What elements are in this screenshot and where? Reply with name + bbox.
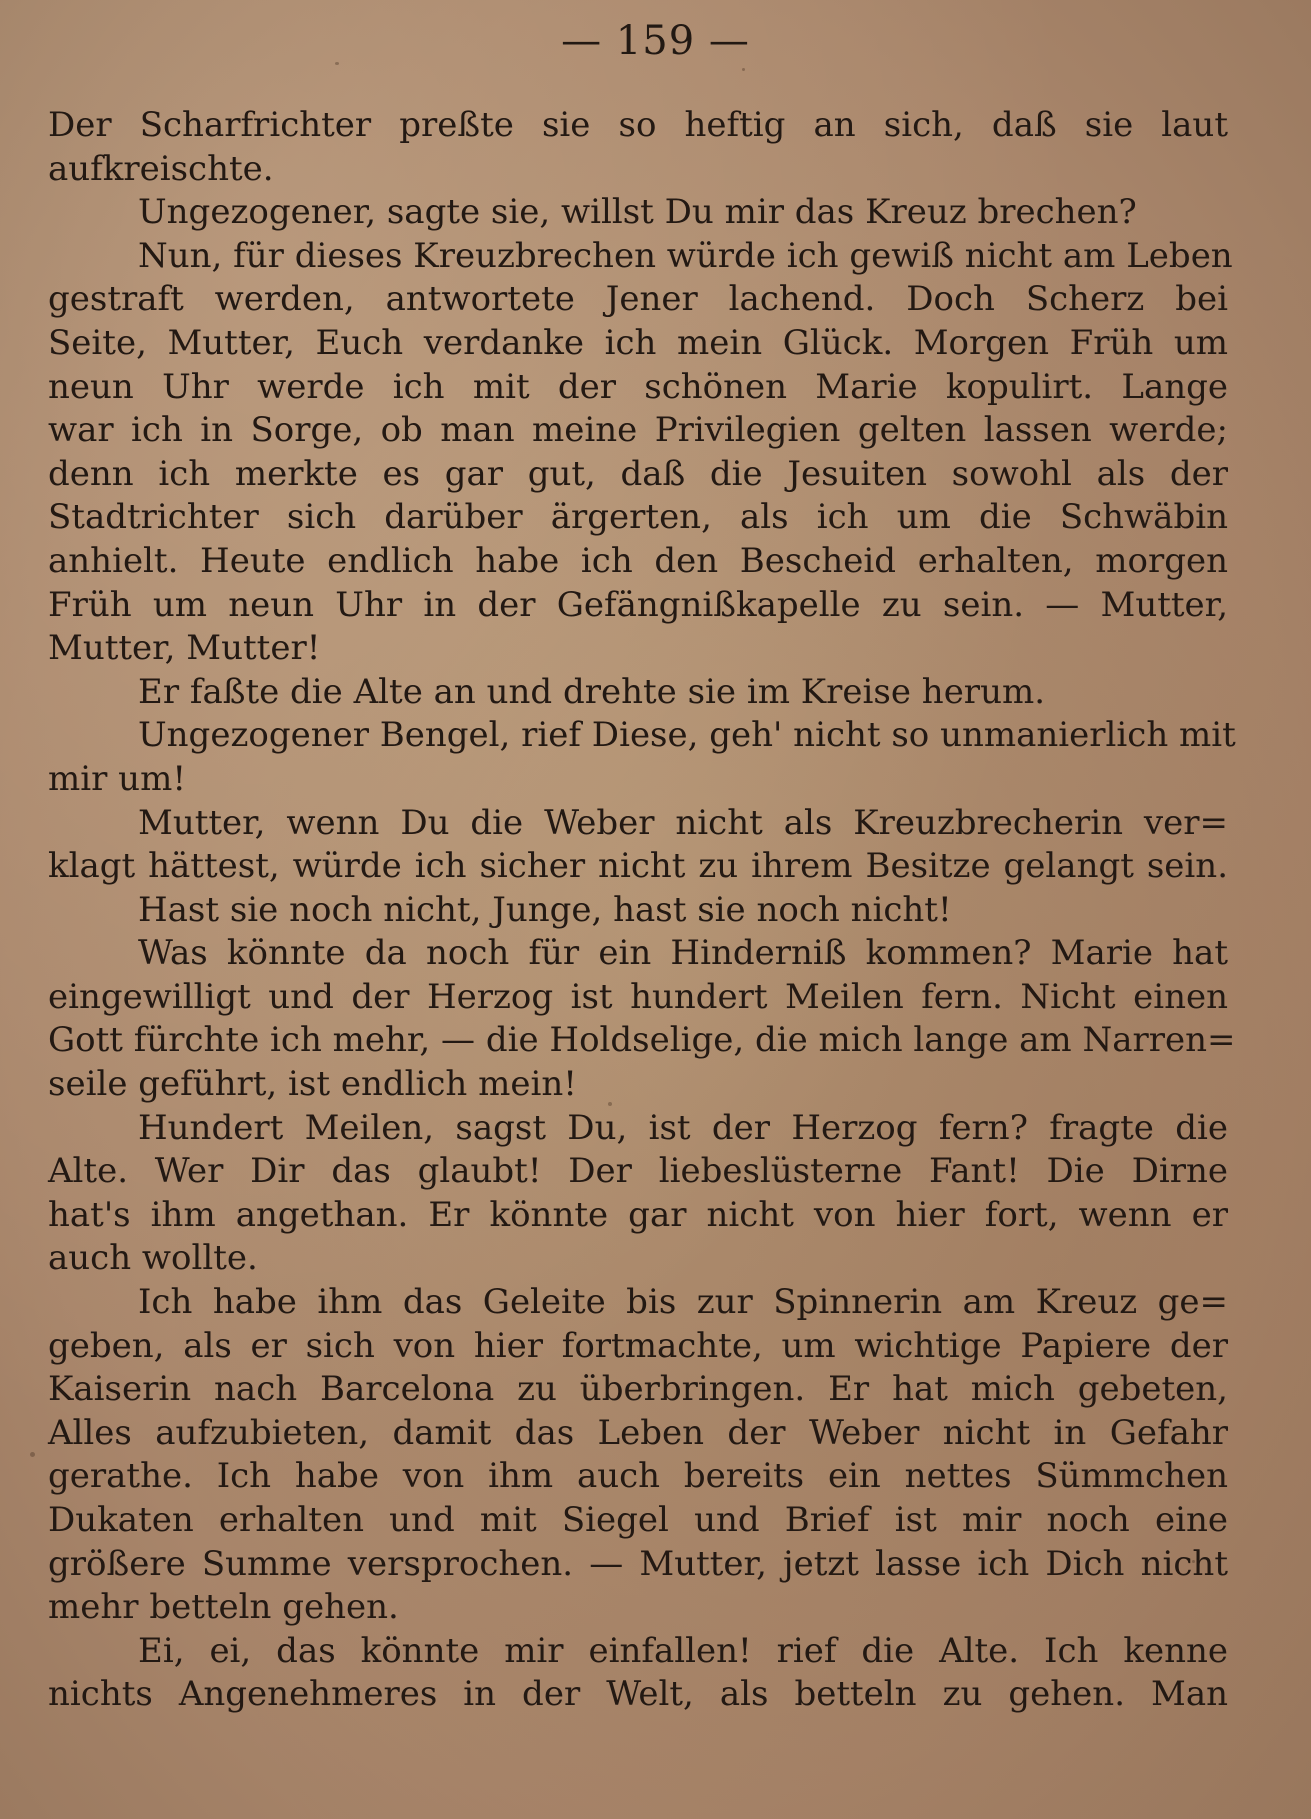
text-line: Mutter, Mutter!	[48, 628, 321, 669]
paper-speck	[742, 68, 745, 71]
text-line: Hundert Meilen, sagst Du, ist der Herzog fern? fragte die	[138, 1107, 1228, 1148]
text-line: aufkreischte.	[48, 148, 274, 189]
text-line: Ungezogener Bengel, rief Diese, geh' nicht so unmanierlich mit	[138, 715, 1236, 756]
body-text	[48, 104, 1236, 1717]
paper-speck	[1192, 1560, 1195, 1563]
paper-speck	[608, 1102, 612, 1106]
text-line: Seite, Mutter, Euch verdanke ich mein Glück. Morgen Früh um	[48, 322, 1228, 363]
text-line: Was könnte da noch für ein Hinderniß kommen? Marie hat	[138, 933, 1228, 974]
text-line: mir um!	[48, 758, 186, 799]
text-line: Ungezogener, sagte sie, willst Du mir das Kreuz brechen?	[138, 192, 1137, 233]
text-line: Hast sie noch nicht, Junge, hast sie noch nicht!	[138, 889, 952, 930]
text-line: Kaiserin nach Barcelona zu überbringen. Er hat mich gebeten,	[48, 1369, 1228, 1410]
text-line: Dukaten erhalten und mit Siegel und Brief ist mir noch eine	[48, 1500, 1228, 1540]
text-line: Der Scharfrichter preßte sie so heftig an sich, daß sie laut	[48, 105, 1228, 145]
text-line: Nun, für dieses Kreuzbrechen würde ich gewiß nicht am Leben	[138, 235, 1233, 276]
text-line: gestraft werden, antwortete Jener lachend. Doch Scherz bei	[48, 279, 1228, 320]
paper-speck	[30, 1452, 35, 1457]
text-line: auch wollte.	[48, 1238, 258, 1279]
text-line: Ich habe ihm das Geleite bis zur Spinnerin am Kreuz ge=	[138, 1282, 1228, 1323]
text-line: hat's ihm angethan. Er könnte gar nicht von hier fort, wenn er	[48, 1194, 1228, 1235]
text-line: Früh um neun Uhr in der Gefängnißkapelle zu sein. — Mutter,	[48, 584, 1228, 625]
text-line: neun Uhr werde ich mit der schönen Marie kopulirt. Lange	[48, 366, 1228, 407]
text-line: klagt hättest, würde ich sicher nicht zu ihrem Besitze gelangt sein.	[48, 846, 1228, 887]
text-line: seile geführt, ist endlich mein!	[48, 1064, 577, 1105]
text-line: nichts Angenehmeres in der Welt, als betteln zu gehen. Man	[48, 1674, 1228, 1715]
text-line: Alte. Wer Dir das glaubt! Der liebeslüsterne Fant! Die Dirne	[48, 1151, 1228, 1192]
page-number: — 159 —	[561, 18, 750, 64]
text-line: anhielt. Heute endlich habe ich den Bescheid erhalten, morgen	[48, 540, 1228, 581]
text-line: Stadtrichter sich darüber ärgerten, als ich um die Schwäbin	[48, 497, 1228, 538]
text-line: Mutter, wenn Du die Weber nicht als Kreuzbrecherin ver=	[138, 802, 1228, 843]
text-line: mehr betteln gehen.	[48, 1587, 399, 1628]
text-line: Er faßte die Alte an und drehte sie im Kreise herum.	[138, 671, 1046, 712]
text-line: Ei, ei, das könnte mir einfallen! rief die Alte. Ich kenne	[138, 1630, 1228, 1671]
text-line: denn ich merkte es gar gut, daß die Jesuiten sowohl als der	[48, 453, 1228, 494]
text-line: war ich in Sorge, ob man meine Privilegien gelten lassen werde;	[48, 410, 1228, 451]
paper-speck	[335, 62, 339, 65]
text-line: größere Summe versprochen. — Mutter, jetzt lasse ich Dich nicht	[48, 1543, 1228, 1584]
text-line: geben, als er sich von hier fortmachte, um wichtige Papiere der	[48, 1325, 1228, 1366]
text-line: eingewilligt und der Herzog ist hundert Meilen fern. Nicht einen	[48, 976, 1228, 1017]
text-line: Gott fürchte ich mehr, — die Holdselige, die mich lange am Narren=	[48, 1020, 1236, 1061]
text-line: Alles aufzubieten, damit das Leben der Weber nicht in Gefahr	[48, 1412, 1228, 1453]
text-line: gerathe. Ich habe von ihm auch bereits ein nettes Sümmchen	[48, 1456, 1228, 1497]
